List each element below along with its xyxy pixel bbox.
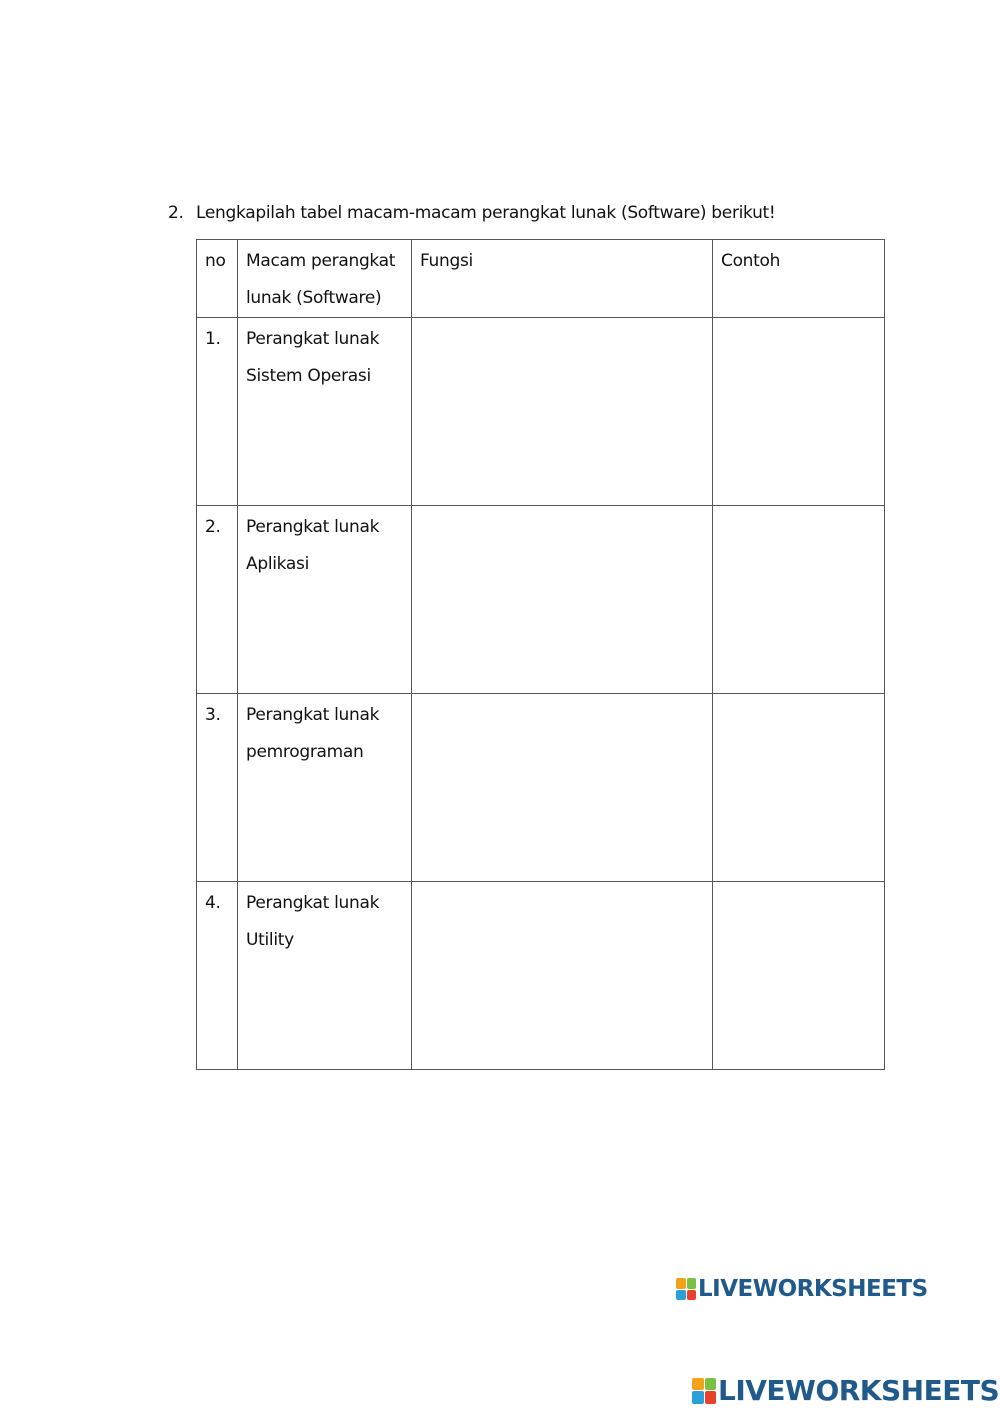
row-number: 3. — [197, 694, 238, 882]
row-number: 2. — [197, 506, 238, 694]
table-header-row — [197, 240, 885, 318]
liveworksheets-footer-logo-icon — [692, 1378, 716, 1404]
table-row — [197, 882, 885, 1070]
row-software-type-line1: Perangkat lunak — [246, 329, 380, 349]
function-answer-cell[interactable] — [412, 506, 713, 694]
row-software-type — [238, 318, 412, 506]
header-no: no — [197, 240, 238, 318]
table-row — [197, 318, 885, 506]
row-software-type-line2: pemrograman — [246, 742, 364, 762]
function-answer-cell[interactable] — [412, 882, 713, 1070]
header-software-type — [238, 240, 412, 318]
liveworksheets-footer-logo-text: LIVEWORKSHEETS — [718, 1374, 1000, 1407]
header-example: Contoh — [713, 240, 885, 318]
software-table — [196, 239, 885, 1070]
table-row — [197, 694, 885, 882]
row-software-type — [238, 506, 412, 694]
liveworksheets-logo — [676, 1276, 928, 1302]
row-software-type-line2: Sistem Operasi — [246, 366, 371, 386]
row-software-type-line1: Perangkat lunak — [246, 517, 380, 537]
header-software-type-line1: Macam perangkat — [246, 251, 396, 271]
example-answer-cell[interactable] — [713, 882, 885, 1070]
row-software-type — [238, 882, 412, 1070]
liveworksheets-logo-text: LIVEWORKSHEETS — [698, 1276, 928, 1302]
row-software-type-line2: Utility — [246, 930, 294, 950]
row-number: 1. — [197, 318, 238, 506]
question-heading — [168, 203, 775, 223]
row-software-type-line2: Aplikasi — [246, 554, 310, 574]
row-software-type-line1: Perangkat lunak — [246, 893, 380, 913]
row-number: 4. — [197, 882, 238, 1070]
row-software-type — [238, 694, 412, 882]
table-row — [197, 506, 885, 694]
question-number: 2. — [168, 203, 184, 223]
question-text: Lengkapilah tabel macam-macam perangkat lunak (Software) berikut! — [196, 203, 776, 223]
liveworksheets-footer-logo — [692, 1374, 999, 1407]
function-answer-cell[interactable] — [412, 318, 713, 506]
example-answer-cell[interactable] — [713, 318, 885, 506]
example-answer-cell[interactable] — [713, 506, 885, 694]
function-answer-cell[interactable] — [412, 694, 713, 882]
example-answer-cell[interactable] — [713, 694, 885, 882]
header-software-type-line2: lunak (Software) — [246, 288, 382, 308]
liveworksheets-logo-icon — [676, 1278, 696, 1300]
header-function: Fungsi — [412, 240, 713, 318]
row-software-type-line1: Perangkat lunak — [246, 705, 380, 725]
